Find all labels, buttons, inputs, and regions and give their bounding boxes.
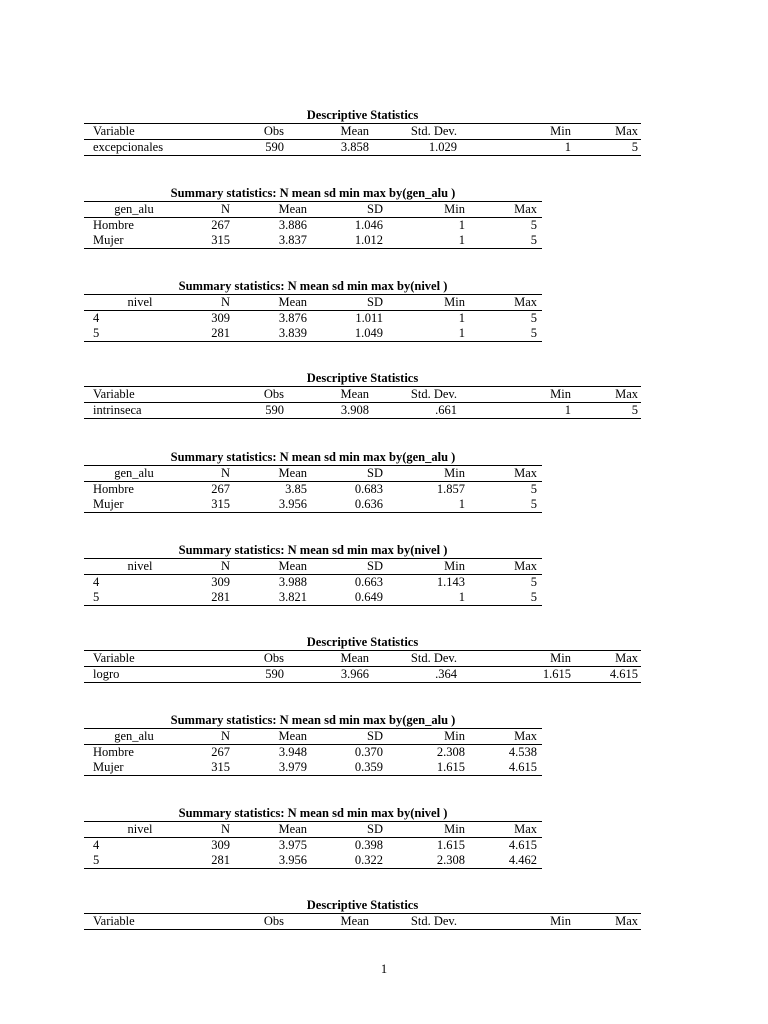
- header-min: Min: [460, 914, 573, 930]
- cell-n: 309: [211, 311, 230, 325]
- cell-mean: 3.956: [230, 497, 315, 513]
- header-mean: Mean: [284, 651, 372, 667]
- table-row: [84, 838, 542, 854]
- header-mean: Mean: [230, 295, 315, 311]
- cell-mean: 3.948: [278, 745, 307, 759]
- header-variable: Variable: [84, 651, 244, 667]
- cell-n: 281: [184, 590, 230, 606]
- cell-group: Hombre: [93, 218, 134, 232]
- cell-min: 2.308: [436, 745, 465, 759]
- cell-std-dev: .661: [372, 403, 460, 419]
- header-n: N: [184, 559, 230, 575]
- cell-max: 4.615: [508, 838, 537, 852]
- cell-max: 5: [573, 403, 641, 419]
- cell-max: 5: [530, 575, 537, 589]
- header-mean: Mean: [284, 124, 372, 140]
- header-row: [84, 387, 641, 403]
- summary-table: [84, 201, 542, 249]
- cell-n: 315: [184, 233, 230, 249]
- cell-max: 5: [530, 482, 537, 496]
- cell-max: 5: [467, 590, 542, 606]
- cell-group: 5: [84, 853, 184, 869]
- descriptive-stats-intrinseca: [84, 371, 641, 419]
- cell-mean: 3.956: [230, 853, 315, 869]
- cell-mean: 3.988: [278, 575, 307, 589]
- cell-mean: 3.979: [230, 760, 315, 776]
- header-min: Min: [460, 651, 573, 667]
- cell-n: 267: [211, 482, 230, 496]
- cell-sd: 1.011: [355, 311, 383, 325]
- descriptive-table: [84, 386, 641, 419]
- header-sd: SD: [315, 729, 385, 745]
- table-row: [84, 575, 542, 591]
- cell-mean: 3.839: [230, 326, 315, 342]
- summary-by-gen-intrinseca: [84, 450, 542, 513]
- summary-by-nivel-logro: [84, 806, 542, 869]
- header-row: [84, 202, 542, 218]
- cell-min: 1: [458, 311, 465, 325]
- table-row: [84, 590, 542, 606]
- header-min: Min: [385, 822, 467, 838]
- cell-group: 5: [84, 590, 184, 606]
- cell-n: 281: [184, 853, 230, 869]
- header-obs: Obs: [244, 124, 284, 140]
- header-max: Max: [467, 466, 542, 482]
- cell-n: 309: [211, 838, 230, 852]
- table-title: Summary statistics: N mean sd min max by(nivel ): [178, 543, 448, 557]
- cell-sd: 0.663: [354, 575, 383, 589]
- cell-sd: 0.322: [315, 853, 385, 869]
- cell-mean: 3.858: [284, 140, 372, 156]
- table-title: Descriptive Statistics: [306, 108, 419, 122]
- header-group: gen_alu: [84, 466, 184, 482]
- cell-min: 1: [385, 326, 467, 342]
- summary-table: [84, 728, 542, 776]
- cell-group: Hombre: [93, 745, 134, 759]
- header-std-dev: Std. Dev.: [372, 914, 460, 930]
- cell-sd: 0.370: [354, 745, 383, 759]
- header-obs: Obs: [244, 914, 284, 930]
- table-title: Descriptive Statistics: [306, 635, 419, 649]
- cell-max: 4.538: [508, 745, 537, 759]
- cell-min: 2.308: [385, 853, 467, 869]
- header-n: N: [184, 822, 230, 838]
- table-title: Summary statistics: N mean sd min max by(gen_alu ): [170, 450, 456, 464]
- table-title: Summary statistics: N mean sd min max by(nivel ): [178, 279, 448, 293]
- table-row: [84, 667, 641, 683]
- header-mean: Mean: [230, 729, 315, 745]
- cell-group: 4: [93, 838, 100, 852]
- cell-mean: 3.821: [230, 590, 315, 606]
- cell-group: Mujer: [84, 760, 184, 776]
- descriptive-table: [84, 650, 641, 683]
- cell-mean: 3.908: [284, 403, 372, 419]
- table-title: Descriptive Statistics: [306, 898, 419, 912]
- table-row: [84, 140, 641, 156]
- table-title: Descriptive Statistics: [306, 371, 419, 385]
- cell-max: 4.615: [467, 760, 542, 776]
- header-sd: SD: [315, 559, 385, 575]
- header-std-dev: Std. Dev.: [372, 651, 460, 667]
- cell-sd: 0.649: [315, 590, 385, 606]
- table-row: [84, 760, 542, 776]
- table-row: [84, 311, 542, 327]
- summary-table: [84, 821, 542, 869]
- table-row: [84, 218, 542, 234]
- header-n: N: [184, 466, 230, 482]
- header-sd: SD: [315, 822, 385, 838]
- cell-max: 4.615: [573, 667, 641, 683]
- header-row: [84, 124, 641, 140]
- cell-obs: 590: [244, 403, 284, 419]
- header-max: Max: [467, 295, 542, 311]
- cell-n: 267: [211, 218, 230, 232]
- table-row: [84, 853, 542, 869]
- page-number: 1: [380, 962, 388, 976]
- summary-table: [84, 558, 542, 606]
- cell-min: 1.857: [436, 482, 465, 496]
- descriptive-table: [84, 123, 641, 156]
- header-max: Max: [467, 559, 542, 575]
- header-mean: Mean: [230, 202, 315, 218]
- cell-variable: logro: [84, 667, 244, 683]
- header-n: N: [184, 295, 230, 311]
- cell-max: 5: [467, 326, 542, 342]
- header-max: Max: [573, 651, 641, 667]
- cell-mean: 3.966: [284, 667, 372, 683]
- header-row: [84, 822, 542, 838]
- cell-mean: 3.876: [278, 311, 307, 325]
- cell-group: Hombre: [93, 482, 134, 496]
- cell-sd: 0.398: [354, 838, 383, 852]
- header-max: Max: [573, 124, 641, 140]
- cell-min: 1: [460, 140, 573, 156]
- header-row: [84, 466, 542, 482]
- cell-max: 5: [530, 218, 537, 232]
- header-group: nivel: [84, 822, 184, 838]
- cell-std-dev: .364: [372, 667, 460, 683]
- header-min: Min: [385, 202, 467, 218]
- cell-sd: 0.636: [315, 497, 385, 513]
- header-min: Min: [460, 124, 573, 140]
- cell-group: Mujer: [84, 497, 184, 513]
- cell-n: 309: [211, 575, 230, 589]
- header-min: Min: [385, 295, 467, 311]
- descriptive-stats-logro: [84, 635, 641, 683]
- cell-group: Mujer: [84, 233, 184, 249]
- cell-max: 4.462: [467, 853, 542, 869]
- table-row: [84, 326, 542, 342]
- cell-min: 1.615: [460, 667, 573, 683]
- header-sd: SD: [315, 466, 385, 482]
- cell-min: 1: [385, 497, 467, 513]
- summary-by-gen-excepcionales: [84, 186, 542, 249]
- cell-n: 281: [184, 326, 230, 342]
- cell-max: 5: [573, 140, 641, 156]
- cell-std-dev: 1.029: [372, 140, 460, 156]
- header-mean: Mean: [230, 822, 315, 838]
- header-row: [84, 651, 641, 667]
- header-min: Min: [385, 466, 467, 482]
- cell-mean: 3.837: [230, 233, 315, 249]
- summary-by-gen-logro: [84, 713, 542, 776]
- cell-min: 1.615: [436, 838, 465, 852]
- header-mean: Mean: [284, 914, 372, 930]
- table-row: [84, 482, 542, 498]
- header-mean: Mean: [230, 466, 315, 482]
- cell-group: 5: [84, 326, 184, 342]
- header-max: Max: [573, 914, 641, 930]
- header-max: Max: [467, 729, 542, 745]
- header-mean: Mean: [284, 387, 372, 403]
- header-n: N: [184, 729, 230, 745]
- header-variable: Variable: [84, 124, 244, 140]
- table-row: [84, 233, 542, 249]
- summary-by-nivel-excepcionales: [84, 279, 542, 342]
- descriptive-stats-continued: [84, 898, 641, 930]
- header-min: Min: [385, 729, 467, 745]
- header-group: nivel: [84, 295, 184, 311]
- cell-min: 1: [460, 403, 573, 419]
- cell-min: 1: [385, 590, 467, 606]
- cell-min: 1.143: [436, 575, 465, 589]
- summary-table: [84, 465, 542, 513]
- header-row: [84, 559, 542, 575]
- header-std-dev: Std. Dev.: [372, 387, 460, 403]
- header-n: N: [184, 202, 230, 218]
- cell-variable: intrinseca: [84, 403, 244, 419]
- header-group: gen_alu: [84, 729, 184, 745]
- header-min: Min: [460, 387, 573, 403]
- header-sd: SD: [315, 295, 385, 311]
- cell-obs: 590: [244, 140, 284, 156]
- summary-table: [84, 294, 542, 342]
- cell-sd: 0.683: [354, 482, 383, 496]
- cell-n: 267: [211, 745, 230, 759]
- cell-group: 4: [93, 311, 100, 325]
- cell-n: 315: [184, 497, 230, 513]
- descriptive-table: [84, 913, 641, 930]
- cell-max: 5: [467, 497, 542, 513]
- descriptive-stats-excepcionales: [84, 108, 641, 156]
- cell-min: 1.615: [385, 760, 467, 776]
- table-title: Summary statistics: N mean sd min max by(gen_alu ): [170, 713, 456, 727]
- cell-group: 4: [93, 575, 100, 589]
- header-max: Max: [467, 822, 542, 838]
- header-variable: Variable: [84, 387, 244, 403]
- cell-variable: excepcionales: [84, 140, 244, 156]
- table-row: [84, 497, 542, 513]
- header-min: Min: [385, 559, 467, 575]
- cell-sd: 1.012: [315, 233, 385, 249]
- cell-sd: 1.046: [354, 218, 383, 232]
- cell-mean: 3.85: [285, 482, 307, 496]
- header-obs: Obs: [244, 651, 284, 667]
- header-std-dev: Std. Dev.: [372, 124, 460, 140]
- header-row: [84, 729, 542, 745]
- cell-max: 5: [530, 311, 537, 325]
- header-sd: SD: [315, 202, 385, 218]
- cell-max: 5: [467, 233, 542, 249]
- summary-by-nivel-intrinseca: [84, 543, 542, 606]
- table-row: [84, 745, 542, 761]
- table-title: Summary statistics: N mean sd min max by(nivel ): [178, 806, 448, 820]
- header-row: [84, 914, 641, 930]
- header-row: [84, 295, 542, 311]
- cell-min: 1: [458, 218, 465, 232]
- cell-sd: 1.049: [315, 326, 385, 342]
- header-group: nivel: [84, 559, 184, 575]
- header-group: gen_alu: [84, 202, 184, 218]
- header-max: Max: [467, 202, 542, 218]
- cell-sd: 0.359: [315, 760, 385, 776]
- header-max: Max: [573, 387, 641, 403]
- cell-n: 315: [184, 760, 230, 776]
- cell-min: 1: [385, 233, 467, 249]
- header-mean: Mean: [230, 559, 315, 575]
- header-variable: Variable: [84, 914, 244, 930]
- table-title: Summary statistics: N mean sd min max by(gen_alu ): [170, 186, 456, 200]
- header-obs: Obs: [244, 387, 284, 403]
- cell-mean: 3.886: [278, 218, 307, 232]
- table-row: [84, 403, 641, 419]
- cell-obs: 590: [244, 667, 284, 683]
- cell-mean: 3.975: [278, 838, 307, 852]
